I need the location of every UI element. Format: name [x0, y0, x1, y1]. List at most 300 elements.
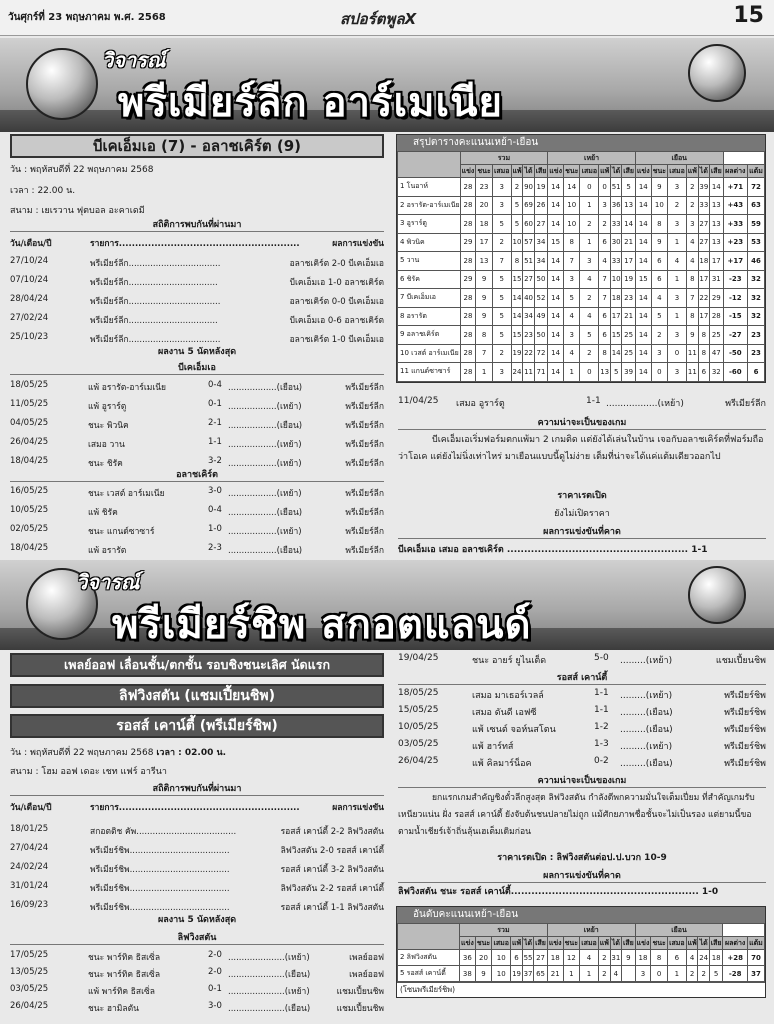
stat-cell: 5 [492, 289, 511, 308]
column-header: ได้ [698, 165, 709, 178]
stat-cell: 51 [610, 178, 621, 197]
form-date: 16/05/25 [10, 486, 49, 496]
form-row [10, 380, 384, 393]
stat-cell: 8 [698, 344, 709, 363]
h2h-date: 31/01/24 [10, 881, 49, 891]
stat-cell: 7 [599, 289, 611, 308]
column-header: ได้ [610, 937, 621, 950]
stat-cell: 14 [635, 196, 651, 215]
form-score: 2-0 [208, 967, 222, 977]
stat-cell: 39 [698, 178, 709, 197]
stat-cell: 15 [548, 233, 564, 252]
stat-cell: 69 [523, 196, 534, 215]
form-match: แพ้ คิลมาร์น็อค [472, 759, 532, 769]
stat-cell: 4 [580, 950, 599, 966]
stat-cell: 2 [651, 326, 667, 345]
header-blank [723, 924, 765, 937]
stat-cell: 8 [698, 326, 709, 345]
stat-cell: 7 [476, 344, 492, 363]
group-header: รวม [460, 152, 548, 165]
stat-cell: 34 [534, 252, 548, 271]
stat-cell: 4 [651, 289, 667, 308]
stat-cell: 12 [563, 950, 579, 966]
team-a-heading: ลิฟวิงสตัน [10, 930, 384, 945]
form-score: 1-1 [208, 437, 222, 447]
team-name: 5 วาน [398, 252, 461, 271]
stat-cell: 3 [492, 178, 511, 197]
stat-cell: 4 [580, 270, 599, 289]
stat-cell: 2 [492, 233, 511, 252]
header-blank [723, 152, 764, 165]
h2h-column-headers [10, 800, 384, 813]
prediction-text: ลิฟวิงสตัน ชนะ รอสส์ เคาน์ตี้....................................................... 1-0 [398, 887, 719, 897]
h2h-competition: พรีเมียร์ลีก.................................. [90, 335, 221, 345]
h2h-result: บีเคเอ็มเอ 1-0 อลาชเคิร์ต [289, 278, 384, 288]
stat-cell: 15 [610, 326, 621, 345]
standings-grid [397, 923, 765, 982]
stat-cell: 3 [599, 196, 611, 215]
stat-cell: 10 [564, 215, 580, 234]
extra-form-row: 19/04/25 ชนะ อายร์ ยูไนเต็ด 5-0 .........(เหย้า) แชมเปี้ยนชิพ [398, 653, 766, 666]
stat-cell: 52 [534, 289, 548, 308]
stat-cell: 4 [610, 966, 621, 982]
column-header: ชนะ [651, 937, 667, 950]
form-competition: พรีเมียร์ชิพ [724, 725, 766, 735]
stat-cell: 4 [668, 252, 687, 271]
stat-cell: 8 [511, 252, 523, 271]
form-venue: .........(เยือน) [620, 759, 673, 769]
h2h-competition: สกอตติช คัพ..................................... [90, 827, 237, 837]
last5-heading: ผลงาน 5 นัดหลังสุด [157, 347, 237, 357]
stat-cell: 1 [580, 196, 599, 215]
column-header: เสีย [622, 937, 636, 950]
standings-row [398, 363, 765, 382]
form-row [10, 967, 384, 980]
stat-cell: 14 [548, 307, 564, 326]
match-time: เวลา : 22.00 น. [10, 186, 76, 196]
page-number: 15 [733, 3, 764, 28]
form-score: 3-2 [208, 456, 222, 466]
stat-cell: 2 [492, 344, 511, 363]
stat-cell: 57 [523, 233, 534, 252]
stat-cell: 51 [523, 252, 534, 271]
header-blank [398, 152, 461, 178]
h2h-row [10, 881, 384, 894]
form-venue: .....................(เยือน) [228, 1004, 311, 1014]
form-match: แพ้ ฮาร์ทส์ [472, 742, 514, 752]
column-header: แต้ม [748, 165, 765, 178]
stat-cell: 2 [599, 966, 611, 982]
column-result: ผลการแข่งขัน [332, 803, 384, 813]
stat-cell: 5 [622, 178, 636, 197]
form-competition: แชมเปี้ยนชิพ [336, 1004, 384, 1014]
stat-cell: 18 [547, 950, 563, 966]
form-row [10, 486, 384, 499]
h2h-date: 27/10/24 [10, 256, 49, 266]
stat-cell: 32 [748, 307, 765, 326]
h2h-date: 16/09/23 [10, 900, 49, 910]
column-header: เสมอ [580, 937, 599, 950]
standings-row [398, 196, 765, 215]
form-competition: พรีเมียร์ลีก [345, 508, 384, 518]
stat-cell: 6 [748, 363, 765, 382]
h2h-competition: พรีเมียร์ลีก.................................. [90, 297, 221, 307]
form-match: ชนะ พาร์ทิค ธิสเซิ่ล [88, 953, 161, 963]
h2h-column-headers [10, 236, 384, 249]
stat-cell: 14 [548, 196, 564, 215]
standings-grid [397, 151, 765, 382]
h2h-competition: พรีเมียร์ชิพ..................................... [90, 903, 230, 913]
form-match: แพ้ ชิรัค [88, 508, 118, 518]
stat-cell: 14 [635, 289, 651, 308]
stat-cell: 21 [547, 966, 563, 982]
stat-cell: 21 [622, 233, 636, 252]
stat-cell: 3 [580, 252, 599, 271]
stat-cell: 23 [748, 326, 765, 345]
h2h-row [10, 843, 384, 856]
brand-logo: สปอร์ตพูลX [340, 10, 417, 28]
column-header: แพ้ [599, 937, 611, 950]
form-score: 2-1 [208, 418, 222, 428]
column-header: ได้ [610, 165, 621, 178]
stat-cell: +71 [723, 178, 747, 197]
chance-text: ยกแรกเกมสำคัญชิงตั๋วลีกสูงสุด ลิฟวิงสตัน กำลังดีพกความมั่นใจเต็มเปี่ยม ที่สำคัญเกมรับเหนียวแน่น ฝั่ง รอสส์ เคาน์ตี้ ยังจับต้นชนปลายไม่ถูก แม้ศักยภาพชื่อชั้นจะไม่เป็นรอง แต่ยามนี้ขอตามน้ำเชียร์เจ้าถิ่นลุ้นเฮเต็มเดิมก่อน [398, 793, 755, 837]
standings-row [398, 307, 765, 326]
form-competition: แชมเปี้ยนชิพ [336, 987, 384, 997]
stat-cell: 39 [622, 363, 636, 382]
stat-cell: 3 [668, 178, 687, 197]
stat-cell: 10 [511, 233, 523, 252]
stat-cell: 8 [651, 950, 667, 966]
column-header: เสีย [534, 165, 548, 178]
stat-cell: 17 [610, 307, 621, 326]
stat-cell: -23 [723, 270, 747, 289]
stat-cell: 18 [698, 252, 709, 271]
column-header: ผลต่าง [723, 165, 747, 178]
stat-cell: 9 [622, 950, 636, 966]
stat-cell: +33 [723, 215, 747, 234]
form-competition: พรีเมียร์ชิพ [724, 691, 766, 701]
stat-cell: 13 [476, 252, 492, 271]
form-competition: พรีเมียร์ลีก [345, 421, 384, 431]
stat-cell: 2 [687, 178, 699, 197]
stat-cell: 14 [511, 307, 523, 326]
column-competition: รายการ........................................................ [90, 239, 300, 249]
stat-cell: 1 [580, 966, 599, 982]
h2h-row [10, 824, 384, 837]
form-venue: ..................(เยือน) [228, 508, 303, 518]
stat-cell: 11 [687, 344, 699, 363]
group-header: รวม [460, 924, 548, 937]
stat-cell: 5 [580, 326, 599, 345]
column-date: วัน/เดือน/ปี [10, 239, 52, 249]
stat-cell: 5 [511, 196, 523, 215]
form-date: 13/05/25 [10, 967, 49, 977]
match-venue: สนาม : เยเรวาน ฟุตบอล อะคาเดมี [10, 206, 145, 216]
stat-cell: 21 [622, 307, 636, 326]
column-header: ชนะ [651, 165, 667, 178]
stat-cell: 1 [668, 307, 687, 326]
form-competition: เพลย์ออฟ [349, 953, 384, 963]
h2h-result: อลาชเคิร์ต 2-0 บีเคเอ็มเอ [289, 259, 384, 269]
h2h-competition: พรีเมียร์ชิพ..................................... [90, 884, 230, 894]
stat-cell: 13 [710, 215, 724, 234]
stat-cell: 23 [476, 178, 492, 197]
stat-cell: 37 [522, 966, 533, 982]
stat-cell: 0 [668, 344, 687, 363]
stat-cell: 1 [476, 363, 492, 382]
column-header: แพ้ [511, 937, 523, 950]
stat-cell: 1 [668, 233, 687, 252]
stat-cell: -28 [723, 966, 748, 982]
stat-cell: 8 [687, 270, 699, 289]
stat-cell: 27 [534, 215, 548, 234]
stat-cell: 3 [651, 344, 667, 363]
stat-cell: 4 [564, 344, 580, 363]
stat-cell: 2 [599, 215, 611, 234]
stat-cell: 14 [548, 344, 564, 363]
stat-cell: 3 [492, 363, 511, 382]
h2h-result: รอสส์ เคาน์ตี้ 1-1 ลิฟวิงสตัน [280, 903, 384, 913]
extra-form-row: 11/04/25 เสมอ อูราร์ตู 1-1 ..................(เหย้า) พรีเมียร์ลีก [398, 396, 766, 409]
form-score: 0-4 [208, 505, 222, 515]
h2h-competition: พรีเมียร์ลีก.................................. [90, 259, 221, 269]
stat-cell: -15 [723, 307, 747, 326]
form-date: 10/05/25 [10, 505, 49, 515]
stat-cell: 6 [698, 363, 709, 382]
column-header: เสีย [534, 937, 548, 950]
stat-cell: 25 [622, 326, 636, 345]
h2h-row [10, 313, 384, 326]
stat-cell: 24 [698, 950, 709, 966]
stat-cell: 6 [599, 233, 611, 252]
stat-cell: 29 [710, 289, 724, 308]
stat-cell: 32 [710, 363, 724, 382]
h2h-result: อลาชเคิร์ต 1-0 บีเคเอ็มเอ [289, 335, 384, 345]
stat-cell: 28 [460, 215, 476, 234]
h2h-row [10, 275, 384, 288]
odds-heading: ราคาเรตเปิด [557, 491, 607, 501]
stat-cell: 31 [610, 950, 621, 966]
form-competition: พรีเมียร์ลีก [345, 489, 384, 499]
form-row [10, 418, 384, 431]
form-score: 1-0 [208, 524, 222, 534]
h2h-row [10, 294, 384, 307]
match-date: วัน : พฤหัสบดีที่ 22 พฤษภาคม 2568 เวลา : 02.00 น. [10, 748, 227, 758]
team-name: 3 อูราร์ตู [398, 215, 461, 234]
stat-cell: 25 [710, 326, 724, 345]
stat-cell: 2 [698, 966, 709, 982]
stat-cell: 5 [492, 307, 511, 326]
team-b-title: รอสส์ เคาน์ตี้ (พรีเมียร์ชิพ) [10, 714, 384, 738]
stat-cell: 28 [460, 196, 476, 215]
form-score: 3-0 [208, 486, 222, 496]
stat-cell: 3 [564, 270, 580, 289]
form-score: 3-0 [208, 1001, 222, 1011]
stat-cell: 13 [710, 233, 724, 252]
stat-cell: 17 [698, 270, 709, 289]
team-b-heading: อลาชเคิร์ต [10, 467, 384, 482]
stat-cell: 17 [476, 233, 492, 252]
stat-cell: 28 [460, 326, 476, 345]
stat-cell: 28 [460, 252, 476, 271]
chance-text: บีเคเอ็มเอเริ่มฟอร์มตกแพ้มา 2 เกมติด แต่ยังได้เล่นในบ้าน เจอกับอลาชเคิร์ตที่ฟอร์มถือว่าโอเค แต่ยังไม่นิ่งเท่าไหร่ มาเยือนแบบนี้ดูไม่ง่าย เต็มที่น่าจะได้แค่แต้มเดียวออกไป [398, 435, 764, 462]
stat-cell: 4 [580, 307, 599, 326]
standings-row [398, 326, 765, 345]
table-title: สรุปตารางคะแนนเหย้า-เยือน [397, 135, 765, 151]
stat-cell: 22 [523, 344, 534, 363]
column-header: แข่ง [460, 165, 476, 178]
stat-cell: 0 [651, 363, 667, 382]
form-competition: เพลย์ออฟ [349, 970, 384, 980]
team-name: 8 อรารัต [398, 307, 461, 326]
stat-cell: 65 [534, 966, 548, 982]
stat-cell: -60 [723, 363, 747, 382]
table-title: อันดับคะแนนเหย้า-เยือน [397, 907, 765, 923]
column-header: ชนะ [476, 165, 492, 178]
football-icon [688, 44, 746, 102]
form-score: 0-2 [594, 756, 609, 766]
standings-table [396, 906, 766, 998]
stat-cell: 31 [710, 270, 724, 289]
banner-armenia [0, 38, 774, 132]
column-date: วัน/เดือน/ปี [10, 803, 52, 813]
stat-cell: 25 [622, 344, 636, 363]
odds-text: ยังไม่เปิดราคา [554, 509, 610, 519]
issue-date: วันศุกร์ที่ 23 พฤษภาคม พ.ศ. 2568 [8, 12, 166, 23]
column-header: ชนะ [563, 937, 579, 950]
form-date: 17/05/25 [10, 950, 49, 960]
stat-cell: 4 [564, 307, 580, 326]
column-header: แข่ง [635, 165, 651, 178]
h2h-result: บีเคเอ็มเอ 0-6 อลาชเคิร์ต [289, 316, 384, 326]
stat-cell: 4 [687, 233, 699, 252]
stat-cell: 5 [651, 307, 667, 326]
stat-cell: -50 [723, 344, 747, 363]
stat-cell: 11 [523, 363, 534, 382]
form-competition: พรีเมียร์ชิพ [724, 742, 766, 752]
column-header: เสมอ [668, 165, 687, 178]
stat-cell: 14 [635, 363, 651, 382]
stat-cell: 1 [564, 363, 580, 382]
stat-cell: 27 [534, 950, 548, 966]
column-header: เสมอ [492, 937, 511, 950]
stat-cell: 23 [622, 289, 636, 308]
stat-cell: 14 [610, 344, 621, 363]
team-a-title: ลิฟวิงสตัน (แชมเปี้ยนชิพ) [10, 684, 384, 708]
form-date: 18/04/25 [10, 456, 49, 466]
group-header: เยือน [635, 924, 723, 937]
stat-cell: 29 [460, 233, 476, 252]
stat-cell: 9 [476, 289, 492, 308]
form-match: แพ้ เซนต์ จอห์นสโตน [472, 725, 556, 735]
stat-cell: 7 [564, 252, 580, 271]
banner-title: พรีเมียร์ชิพ สกอตแลนด์ [112, 602, 532, 648]
stat-cell: 55 [522, 950, 533, 966]
form-venue: .........(เหย้า) [620, 691, 673, 701]
stat-cell: 8 [564, 233, 580, 252]
stat-cell: 5 [564, 289, 580, 308]
form-score: 2-3 [208, 543, 222, 553]
standings-row [398, 215, 765, 234]
stat-cell: 36 [610, 196, 621, 215]
stat-cell: +23 [723, 233, 747, 252]
stat-cell: 2 [580, 215, 599, 234]
form-score: 2-0 [208, 950, 222, 960]
column-result: ผลการแข่งขัน [332, 239, 384, 249]
stat-cell: 17 [710, 252, 724, 271]
stat-cell: 60 [523, 215, 534, 234]
chance-heading: ความน่าจะเป็นของเกม [398, 773, 766, 788]
stat-cell: 36 [460, 950, 476, 966]
match-title: บีเคเอ็มเอ (7) - อลาชเคิร์ต (9) [10, 134, 384, 158]
stat-cell: 6 [599, 307, 611, 326]
team-name: 7 บีเคเอ็มเอ [398, 289, 461, 308]
stat-cell: 18 [610, 289, 621, 308]
stat-cell: +28 [723, 950, 748, 966]
stat-cell: 14 [564, 178, 580, 197]
stat-cell: 3 [668, 363, 687, 382]
form-row [398, 722, 766, 735]
stat-cell: 23 [523, 326, 534, 345]
stat-cell: 9 [651, 233, 667, 252]
form-match: แพ้ อรารัต [88, 546, 127, 556]
banner-subtitle: วิจารณ์ [76, 570, 140, 594]
stat-cell: 27 [523, 270, 534, 289]
form-row [10, 543, 384, 556]
match-venue: สนาม : โฮม ออฟ เดอะ เชท แฟร์ อารีนา [10, 767, 167, 777]
stat-cell: 28 [460, 344, 476, 363]
stat-cell: 0 [580, 363, 599, 382]
form-venue: .....................(เหย้า) [228, 953, 310, 963]
h2h-date: 25/10/23 [10, 332, 49, 342]
stat-cell: 2 [599, 950, 611, 966]
stat-cell: 4 [687, 252, 699, 271]
round-title: เพลย์ออฟ เลื่อนชั้น/ตกชั้น รอบชิงชนะเลิศ นัดแรก [10, 653, 384, 677]
form-row [398, 688, 766, 701]
form-venue: .........(เหย้า) [620, 742, 673, 752]
team-name: 1 โนอาห์ [398, 178, 461, 197]
stat-cell: 5 [709, 966, 723, 982]
stat-cell: 10 [564, 196, 580, 215]
form-venue: .........(เยือน) [620, 708, 673, 718]
stat-cell: +43 [723, 196, 747, 215]
banner-title: พรีเมียร์ลีก อาร์เมเนีย [118, 80, 503, 126]
stat-cell: 7 [492, 252, 511, 271]
form-date: 10/05/25 [398, 722, 439, 732]
form-row [10, 524, 384, 537]
column-header: แพ้ [599, 165, 611, 178]
form-score: 1-1 [594, 688, 609, 698]
standings-row [398, 178, 765, 197]
column-header: เสมอ [667, 937, 686, 950]
football-icon [688, 566, 746, 624]
stat-cell: -12 [723, 289, 747, 308]
h2h-competition: พรีเมียร์ชิพ..................................... [90, 846, 230, 856]
stat-cell: 6 [511, 950, 523, 966]
h2h-result: อลาชเคิร์ต 0-0 บีเคเอ็มเอ [289, 297, 384, 307]
column-header: ผลต่าง [723, 937, 748, 950]
stat-cell: 14 [622, 215, 636, 234]
form-row [10, 505, 384, 518]
stat-cell: 6 [651, 270, 667, 289]
stat-cell: 10 [610, 270, 621, 289]
form-date: 11/05/25 [10, 399, 49, 409]
stat-cell: 14 [635, 252, 651, 271]
standings-row [398, 966, 765, 982]
stat-cell: 1 [563, 966, 579, 982]
stat-cell: 6 [667, 950, 686, 966]
